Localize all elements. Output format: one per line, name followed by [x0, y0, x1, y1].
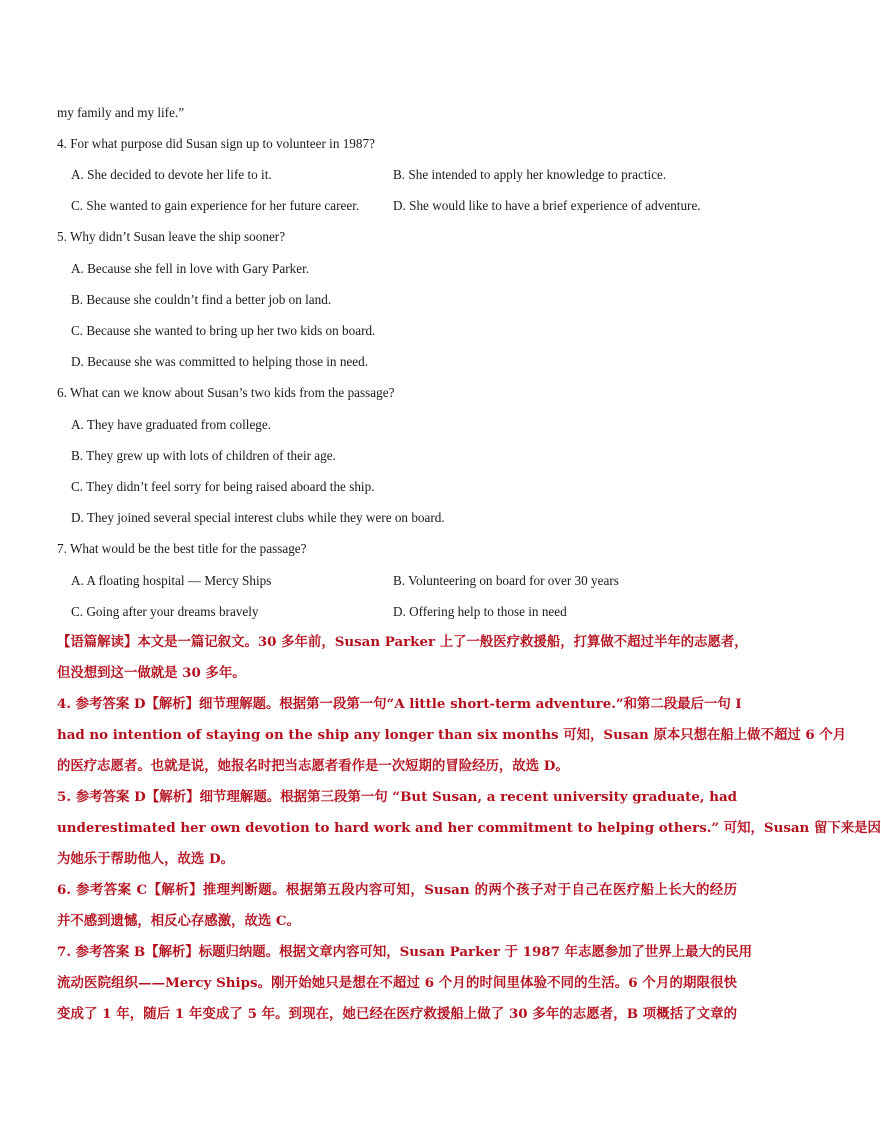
- question-7-option-a: A. A floating hospital — Mercy Ships: [71, 573, 272, 588]
- question-5-option-d: D. Because she was committed to helping those in need.: [71, 354, 369, 369]
- analysis-line: 并不感到遗憾，相反心存感激，故选 C。: [57, 913, 300, 929]
- analysis-line: 7. 参考答案 B【解析】标题归纳题。根据文章内容可知，Susan Parker 于 1987 年志愿参加了世界上最大的民用: [57, 944, 753, 960]
- analysis-line: had no intention of staying on the ship any longer than six months 可知，Susan 原本只想在船上做不超过 6 个月: [57, 727, 847, 743]
- question-7-stem: 7. What would be the best title for the passage?: [57, 541, 307, 556]
- question-4-option-d: D. She would like to have a brief experience of adventure.: [393, 198, 701, 213]
- question-7-option-c: C. Going after your dreams bravely: [71, 604, 259, 619]
- question-7-option-d: D. Offering help to those in need: [393, 604, 567, 619]
- passage-tail: my family and my life.”: [57, 105, 185, 120]
- answer-analysis: [57, 627, 881, 1030]
- analysis-line: 变成了 1 年，随后 1 年变成了 5 年。到现在，她已经在医疗救援船上做了 30 多年的志愿者，B 项概括了文章的: [57, 1006, 737, 1022]
- question-4-option-c: C. She wanted to gain experience for her future career.: [71, 198, 360, 213]
- question-6-option-b: B. They grew up with lots of children of their age.: [71, 448, 336, 463]
- analysis-line: 6. 参考答案 C【解析】推理判断题。根据第五段内容可知，Susan 的两个孩子对于自己在医疗船上长大的经历: [57, 882, 737, 898]
- question-4-option-a: A. She decided to devote her life to it.: [71, 167, 272, 182]
- analysis-line: 流动医院组织——Mercy Ships。刚开始她只是想在不超过 6 个月的时间里体验不同的生活。6 个月的期限很快: [57, 975, 737, 991]
- question-4-option-b: B. She intended to apply her knowledge to practice.: [393, 167, 667, 182]
- question-5-option-b: B. Because she couldn’t find a better job on land.: [71, 292, 332, 307]
- analysis-line: 但没想到这一做就是 30 多年。: [57, 665, 246, 681]
- question-7-option-b: B. Volunteering on board for over 30 years: [393, 573, 619, 588]
- analysis-line: 为她乐于帮助他人，故选 D。: [57, 851, 234, 867]
- question-5-option-a: A. Because she fell in love with Gary Parker.: [71, 261, 310, 276]
- question-6-stem: 6. What can we know about Susan’s two kids from the passage?: [57, 385, 395, 400]
- question-6-option-a: A. They have graduated from college.: [71, 417, 272, 432]
- analysis-line: 的医疗志愿者。也就是说，她报名时把当志愿者看作是一次短期的冒险经历，故选 D。: [57, 758, 569, 774]
- analysis-line: 【语篇解读】本文是一篇记叙文。30 多年前，Susan Parker 上了一般医疗救援船，打算做不超过半年的志愿者，: [57, 634, 748, 650]
- question-6-option-d: D. They joined several special interest clubs while they were on board.: [71, 510, 445, 525]
- question-5-stem: 5. Why didn’t Susan leave the ship sooner?: [57, 229, 286, 244]
- question-5-option-c: C. Because she wanted to bring up her two kids on board.: [71, 323, 376, 338]
- question-6-option-c: C. They didn’t feel sorry for being raised aboard the ship.: [71, 479, 375, 494]
- analysis-line: 5. 参考答案 D【解析】细节理解题。根据第三段第一句 “But Susan, a recent university graduate, had: [57, 789, 737, 805]
- analysis-line: underestimated her own devotion to hard work and her commitment to helping others.” 可知，Susan 留下来是因: [57, 820, 881, 836]
- question-4-stem: 4. For what purpose did Susan sign up to volunteer in 1987?: [57, 136, 375, 151]
- analysis-line: 4. 参考答案 D【解析】细节理解题。根据第一段第一句“A little short-term adventure.”和第二段最后一句 I: [57, 696, 742, 712]
